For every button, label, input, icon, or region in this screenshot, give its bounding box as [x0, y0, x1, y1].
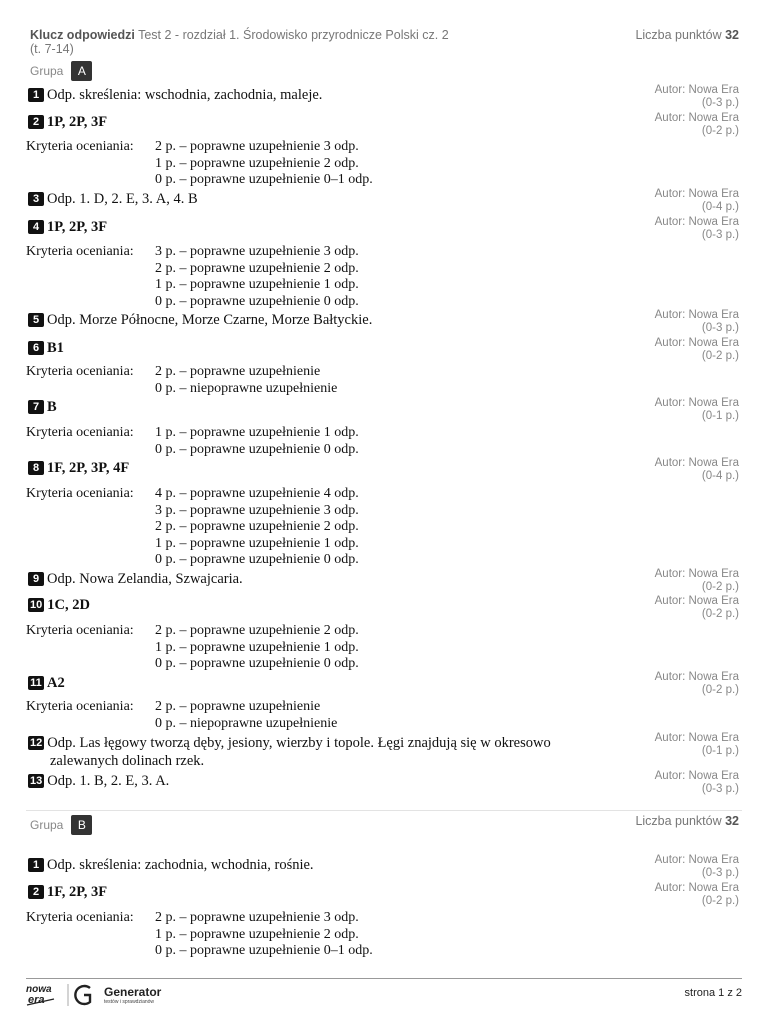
- points-value: 32: [725, 814, 739, 828]
- document-title: [30, 28, 449, 56]
- question-b1: [28, 856, 314, 874]
- author-label: Autor: Nowa Era: [654, 457, 739, 469]
- answer-text: 1F, 2P, 3P, 4F: [47, 460, 130, 476]
- group-badge: A: [71, 61, 92, 81]
- author-note-a9: [655, 568, 739, 593]
- criteria-item: 1 p. – poprawne uzupełnienie 1 odp.: [155, 639, 359, 655]
- author-label: Autor: Nowa Era: [654, 732, 739, 744]
- group-badge: B: [71, 815, 92, 835]
- criteria-item: 1 p. – poprawne uzupełnienie 2 odp.: [155, 155, 359, 171]
- points-range: (0-4 p.): [701, 200, 739, 213]
- criteria-item: 1 p. – poprawne uzupełnienie 1 odp.: [155, 535, 359, 551]
- criteria-item: 1 p. – poprawne uzupełnienie 2 odp.: [155, 926, 359, 942]
- points-range: (0-3 p.): [701, 228, 739, 241]
- author-label: Autor: Nowa Era: [654, 337, 739, 349]
- logo-brand-line1: nowa: [26, 984, 52, 995]
- criteria-label: Kryteria oceniania:: [26, 364, 134, 379]
- criteria-item: 0 p. – poprawne uzupełnienie 0 odp.: [155, 656, 359, 671]
- question-number: 8: [28, 461, 44, 475]
- criteria-label: Kryteria oceniania:: [26, 244, 134, 259]
- title-subtitle: (t. 7-14): [30, 42, 74, 56]
- criteria-item: 0 p. – poprawne uzupełnienie 0–1 odp.: [155, 943, 373, 958]
- question-number: 13: [30, 775, 43, 787]
- footer-logo: [24, 982, 174, 1013]
- criteria-item: 2 p. – poprawne uzupełnienie 2 odp.: [155, 519, 359, 534]
- question-number: 10: [30, 599, 43, 611]
- criteria-item: 2 p. – poprawne uzupełnienie 2 odp.: [155, 260, 359, 276]
- question-a13: [28, 772, 169, 790]
- question-a10: [28, 596, 90, 614]
- answer-text: Odp. skreślenia: zachodnia, wchodnia, rośnie.: [47, 857, 314, 873]
- answer-text: A2: [47, 675, 65, 691]
- author-note-a10: [655, 595, 739, 620]
- author-note-a11: [655, 671, 739, 696]
- question-a5: [28, 311, 372, 329]
- author-label: Autor: Nowa Era: [654, 595, 739, 607]
- question-number: 9: [28, 572, 44, 586]
- criteria-label: Kryteria oceniania:: [26, 425, 134, 440]
- question-number: 2: [28, 115, 44, 129]
- author-label: Autor: Nowa Era: [654, 671, 739, 683]
- criteria-label: Kryteria oceniania:: [26, 139, 134, 154]
- criteria-item: 3 p. – poprawne uzupełnienie 3 odp.: [155, 244, 359, 259]
- question-number: 2: [28, 885, 44, 899]
- author-note-a6: [655, 337, 739, 362]
- points-range: (0-2 p.): [701, 580, 739, 593]
- author-label: Autor: Nowa Era: [654, 188, 739, 200]
- criteria-item: 2 p. – poprawne uzupełnienie 2 odp.: [155, 623, 359, 638]
- points-range: (0-2 p.): [701, 607, 739, 620]
- answer-text: Odp. 1. B, 2. E, 3. A.: [47, 773, 170, 789]
- author-note-b2: [655, 882, 739, 907]
- points-label: Liczba punktów: [635, 814, 722, 828]
- question-number: 5: [28, 313, 44, 327]
- question-a7: [28, 398, 57, 416]
- question-a3: [28, 190, 198, 208]
- question-a11: [28, 674, 65, 692]
- author-note-a7: [655, 397, 739, 422]
- criteria-item: 2 p. – poprawne uzupełnienie: [155, 699, 321, 714]
- total-points: [635, 28, 739, 42]
- answer-text-line1: Odp. Las łęgowy tworzą dęby, jesiony, wierzby i topole. Łęgi znajdują się w okresowo: [47, 735, 551, 751]
- author-note-a8: [655, 457, 739, 482]
- question-a8: [28, 459, 129, 477]
- author-note-a1: [655, 84, 739, 109]
- question-number: 11: [28, 676, 44, 690]
- author-note-a4: [655, 216, 739, 241]
- answer-text: 1C, 2D: [47, 597, 90, 613]
- criteria-item: 0 p. – poprawne uzupełnienie 0 odp.: [155, 552, 359, 567]
- group-b-header: [30, 815, 92, 835]
- criteria-item: 2 p. – poprawne uzupełnienie: [155, 364, 321, 379]
- title-bold: Klucz odpowiedzi: [30, 28, 135, 42]
- criteria-label: Kryteria oceniania:: [26, 699, 134, 714]
- group-a-header: [30, 61, 92, 81]
- author-label: Autor: Nowa Era: [654, 568, 739, 580]
- author-label: Autor: Nowa Era: [654, 309, 739, 321]
- criteria-item: 4 p. – poprawne uzupełnienie 4 odp.: [155, 486, 359, 501]
- points-range: (0-2 p.): [701, 124, 739, 137]
- author-label: Autor: Nowa Era: [654, 84, 739, 96]
- criteria-label: Kryteria oceniania:: [26, 486, 134, 501]
- answer-text: B: [47, 399, 57, 415]
- question-a2: [28, 113, 107, 131]
- answer-text: Odp. Nowa Zelandia, Szwajcaria.: [47, 571, 243, 587]
- criteria-item: 1 p. – poprawne uzupełnienie 1 odp.: [155, 425, 359, 440]
- author-label: Autor: Nowa Era: [654, 770, 739, 782]
- author-note-a3: [655, 188, 739, 213]
- question-a4: [28, 218, 107, 236]
- question-number: 4: [28, 220, 44, 234]
- author-label: Autor: Nowa Era: [654, 397, 739, 409]
- question-number: 6: [28, 341, 44, 355]
- criteria-item: 2 p. – poprawne uzupełnienie 3 odp.: [155, 910, 359, 925]
- criteria-label: Kryteria oceniania:: [26, 623, 134, 638]
- points-label: Liczba punktów: [635, 28, 722, 42]
- group-b-points: [635, 814, 739, 828]
- points-range: (0-3 p.): [701, 321, 739, 334]
- question-number: 1: [28, 88, 44, 102]
- question-b2: [28, 883, 107, 901]
- group-separator: [26, 810, 742, 811]
- logo-generator: Generator: [104, 985, 162, 999]
- question-a6: [28, 339, 64, 357]
- points-range: (0-1 p.): [701, 744, 739, 757]
- question-number: 3: [28, 192, 44, 206]
- points-range: (0-3 p.): [701, 782, 739, 795]
- points-range: (0-1 p.): [701, 409, 739, 422]
- criteria-item: 0 p. – poprawne uzupełnienie 0–1 odp.: [155, 172, 373, 187]
- criteria-item: 1 p. – poprawne uzupełnienie 1 odp.: [155, 277, 359, 292]
- criteria-item: 3 p. – poprawne uzupełnienie 3 odp.: [155, 502, 359, 518]
- author-label: Autor: Nowa Era: [654, 216, 739, 228]
- criteria-label: Kryteria oceniania:: [26, 910, 134, 925]
- points-range: (0-3 p.): [701, 96, 739, 109]
- author-label: Autor: Nowa Era: [654, 112, 739, 124]
- question-a9: [28, 570, 243, 588]
- logo-brand-line2: era: [28, 994, 45, 1006]
- criteria-item: 0 p. – niepoprawne uzupełnienie: [155, 715, 338, 731]
- question-number: 1: [28, 858, 44, 872]
- page-number: strona 1 z 2: [684, 987, 742, 999]
- answer-text: Odp. Morze Północne, Morze Czarne, Morze Bałtyckie.: [47, 312, 373, 328]
- footer-divider: [26, 978, 742, 979]
- group-label: Grupa: [30, 64, 64, 78]
- criteria-item: 0 p. – poprawne uzupełnienie 0 odp.: [155, 293, 359, 309]
- points-range: (0-2 p.): [701, 683, 739, 696]
- answer-text: 1P, 2P, 3F: [47, 114, 108, 130]
- author-note-a2: [655, 112, 739, 137]
- answer-text: B1: [47, 340, 64, 356]
- answer-text: Odp. 1. D, 2. E, 3. A, 4. B: [47, 191, 198, 207]
- question-a1: [28, 86, 322, 104]
- points-value: 32: [725, 28, 739, 42]
- author-note-a12: [655, 732, 739, 757]
- points-range: (0-2 p.): [701, 349, 739, 362]
- criteria-item: 0 p. – niepoprawne uzupełnienie: [155, 380, 338, 396]
- author-label: Autor: Nowa Era: [654, 882, 739, 894]
- author-note-b1: [655, 854, 739, 879]
- points-range: (0-3 p.): [701, 866, 739, 879]
- question-a12: [28, 734, 628, 770]
- title-rest: Test 2 - rozdział 1. Środowisko przyrodnicze Polski cz. 2: [134, 28, 449, 42]
- generator-g-icon: [75, 986, 90, 1004]
- answer-text: 1P, 2P, 3F: [47, 219, 108, 235]
- points-range: (0-2 p.): [701, 894, 739, 907]
- logo-sub: testów i sprawdzianów: [104, 999, 155, 1005]
- criteria-item: 0 p. – poprawne uzupełnienie 0 odp.: [155, 441, 359, 457]
- criteria-item: 2 p. – poprawne uzupełnienie 3 odp.: [155, 139, 359, 154]
- answer-text-line2: zalewanych dolinach rzek.: [50, 753, 205, 769]
- points-range: (0-4 p.): [701, 469, 739, 482]
- nowa-era-generator-logo: [24, 982, 174, 1008]
- author-note-a5: [655, 309, 739, 334]
- question-number: 12: [30, 737, 43, 749]
- group-label: Grupa: [30, 818, 64, 832]
- author-label: Autor: Nowa Era: [654, 854, 739, 866]
- question-number: 7: [28, 400, 44, 414]
- answer-text: 1F, 2P, 3F: [47, 884, 108, 900]
- answer-text: Odp. skreślenia: wschodnia, zachodnia, maleje.: [47, 87, 323, 103]
- author-note-a13: [655, 770, 739, 795]
